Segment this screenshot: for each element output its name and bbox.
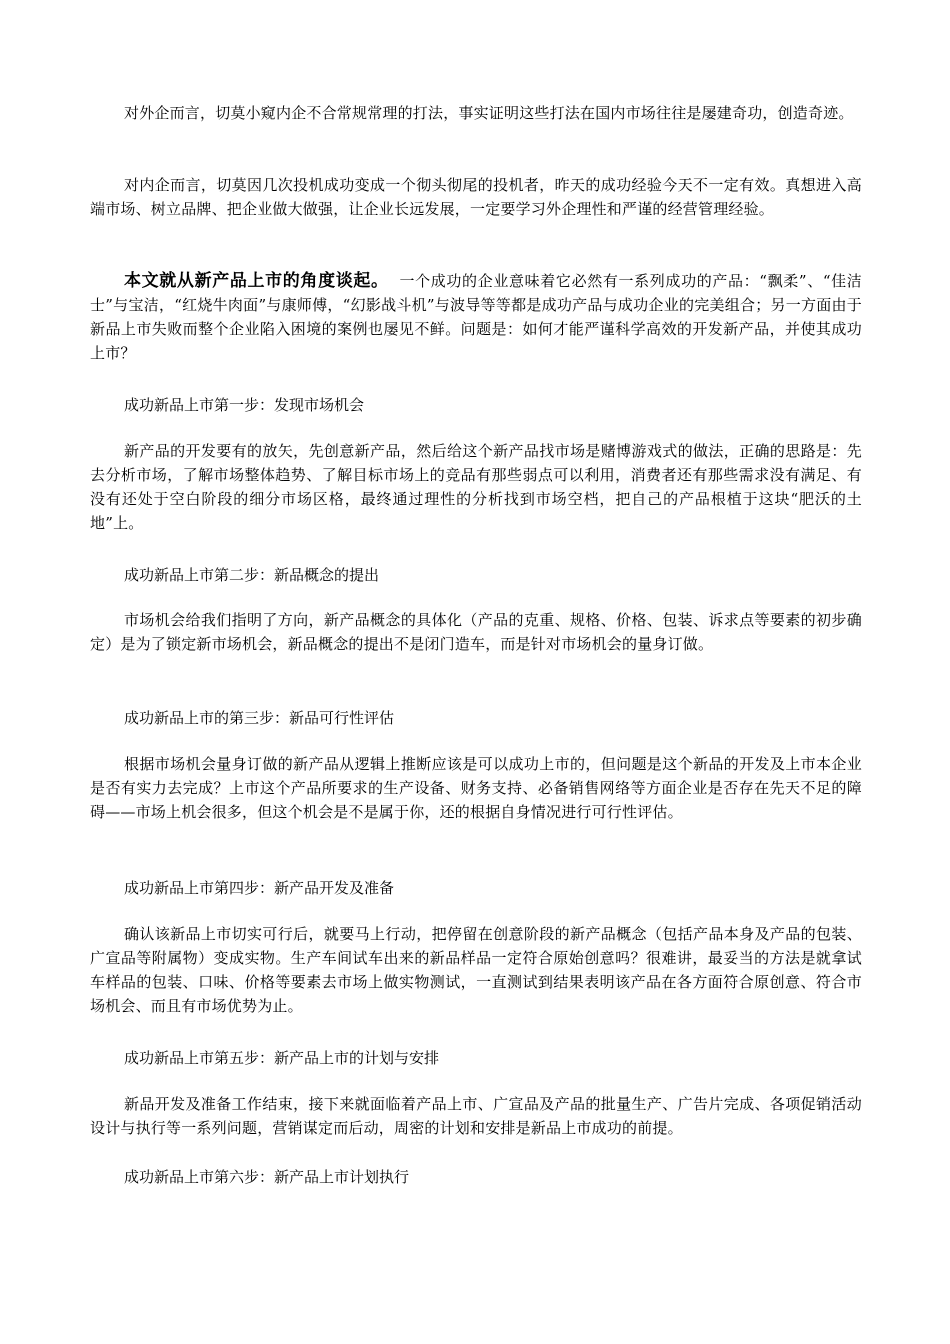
heading-step-3: 成功新品上市的第三步：新品可行性评估 <box>124 709 395 727</box>
paragraph-intro <box>90 269 862 365</box>
paragraph-domestic-firms: 对内企而言，切莫因几次投机成功变成一个彻头彻尾的投机者，昨天的成功经验今天不一定有效。真想进入高端市场、树立品牌、把企业做大做强，让企业长远发展，一定要学习外企理性和严谨的经营管理经验。 <box>90 176 862 218</box>
paragraph-step-4: 确认该新品上市切实可行后，就要马上行动，把停留在创意阶段的新产品概念（包括产品本身及产品的包装、广宣品等附属物）变成实物。生产车间试车出来的新品样品一定符合原始创意吗？很难讲，最妥当的方法是就拿试车样品的包装、口味、价格等要素去市场上做实物测试，一直测试到结果表明该产品在各方面符合原创意、符合市场机会、而且有市场优势为止。 <box>90 925 862 1015</box>
heading-step-6: 成功新品上市第六步：新产品上市计划执行 <box>124 1168 410 1186</box>
heading-step-4: 成功新品上市第四步：新产品开发及准备 <box>124 879 395 897</box>
heading-step-2: 成功新品上市第二步：新品概念的提出 <box>124 566 380 584</box>
intro-body: 一个成功的企业意味着它必然有一系列成功的产品：“飘柔”、“佳洁士”与宝洁，“红烧牛肉面”与康师傅，“幻影战斗机”与波导等等都是成功产品与成功企业的完美组合；另一方面由于新品上市失败而整个企业陷入困境的案例也屡见不鲜。问题是：如何才能严谨科学高效的开发新产品，并使其成功上市？ <box>90 272 862 362</box>
heading-step-5: 成功新品上市第五步：新产品上市的计划与安排 <box>124 1049 440 1067</box>
intro-lead-sentence: 本文就从新产品上市的角度谈起。 <box>124 271 389 291</box>
paragraph-foreign-firms: 对外企而言，切莫小窥内企不合常规常理的打法，事实证明这些打法在国内市场往往是屡建奇功，创造奇迹。 <box>124 104 854 122</box>
paragraph-step-5: 新品开发及准备工作结束，接下来就面临着产品上市、广宣品及产品的批量生产、广告片完成、各项促销活动设计与执行等一系列问题，营销谋定而后动，周密的计划和安排是新品上市成功的前提。 <box>90 1095 862 1137</box>
heading-step-1: 成功新品上市第一步：发现市场机会 <box>124 396 365 414</box>
paragraph-step-3: 根据市场机会量身订做的新产品从逻辑上推断应该是可以成功上市的，但问题是这个新品的开发及上市本企业是否有实力去完成？上市这个产品所要求的生产设备、财务支持、必备销售网络等方面企业是否存在先天不足的障碍——市场上机会很多，但这个机会是不是属于你，还的根据自身情况进行可行性评估。 <box>90 755 862 821</box>
paragraph-step-2: 市场机会给我们指明了方向，新产品概念的具体化（产品的克重、规格、价格、包装、诉求点等要素的初步确定）是为了锁定新市场机会，新品概念的提出不是闭门造车，而是针对市场机会的量身订做。 <box>90 611 862 653</box>
paragraph-step-1: 新产品的开发要有的放矢，先创意新产品，然后给这个新产品找市场是赌博游戏式的做法，正确的思路是：先去分析市场，了解市场整体趋势、了解目标市场上的竞品有那些弱点可以利用，消费者还有那些需求没有满足、有没有还处于空白阶段的细分市场区格，最终通过理性的分析找到市场空档，把自己的产品根植于这块“肥沃的土地”上。 <box>90 442 862 532</box>
